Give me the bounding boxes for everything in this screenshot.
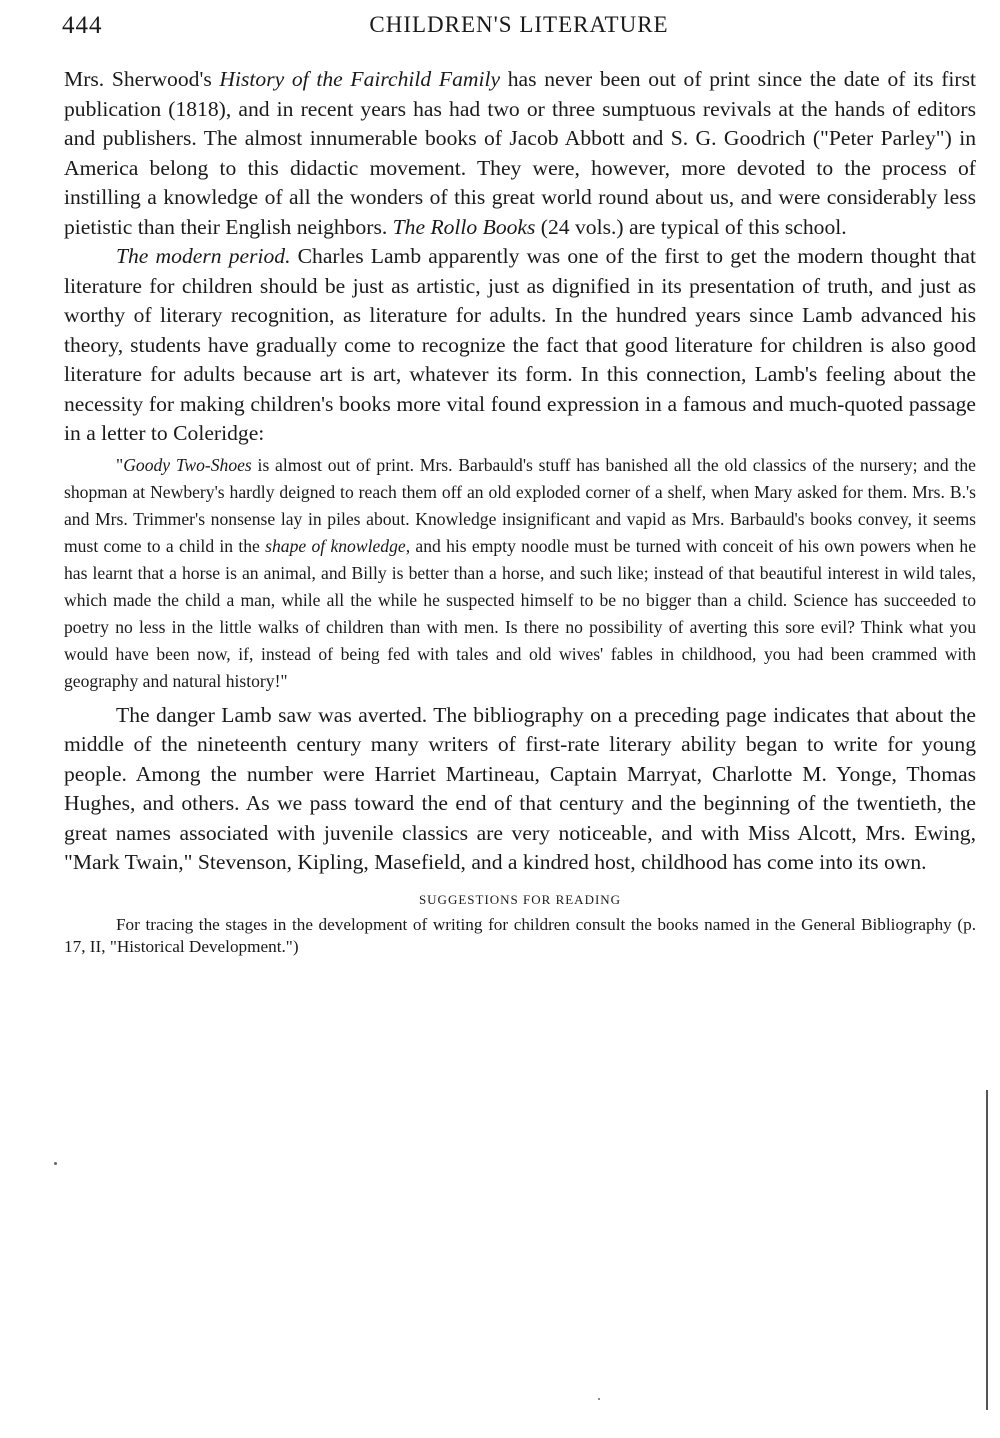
text-span: has never been out of print since the date of its first publication (1818), and in recent years has had two or three sumptuous revivals at the hands of editors and publishers. The almost innumerable books of Jacob Abbott and S. G. Goodrich ("Peter Parley") in America belong to this didactic movement. They were, however, more devoted to the process of instilling a knowledge of all the wonders of this great world round about us, and were considerably less pietistic than their English neighbors. <box>64 67 976 239</box>
block-quote-lamb-letter <box>64 452 976 695</box>
paragraph-modern-period <box>64 242 976 449</box>
page-number: 444 <box>62 12 103 39</box>
text-span: , and his empty noodle must be turned with conceit of his own powers when he has learnt that a horse is an animal, and Billy is better than a horse, and such like; instead of that beautiful interest in wild tales, which made the child a man, while all the while he suspected himself to be no bigger than a child. Science has succeeded to poetry no less in the little walks of children than with men. Is there no possibility of averting this sore evil? Think what you would have been now, if, instead of being fed with tales and old wives' fables in childhood, you had been crammed with geography and natural history!" <box>64 535 977 691</box>
book-title-rollo-books: The Rollo Books <box>392 214 536 239</box>
running-head: CHILDREN'S LITERATURE <box>369 12 669 37</box>
paragraph-sherwood <box>64 65 976 242</box>
scan-speck <box>54 1162 57 1165</box>
text-span: (24 vols.) are typical of this school. <box>535 214 847 239</box>
suggestions-heading: SUGGESTIONS FOR READING <box>418 891 622 907</box>
page-header <box>62 8 976 44</box>
scan-margin-line <box>986 1090 988 1410</box>
suggestions-text: For tracing the stages in the development of writing for children consult the books named in the General Bibliography (p. 17, II, "Historical Development.") <box>64 914 976 956</box>
text-span: Mrs. Sherwood's <box>64 67 220 91</box>
text-span: " <box>116 454 124 475</box>
scan-speck <box>598 1398 600 1400</box>
text-span: is almost out of print. Mrs. Barbauld's stuff has banished all the old classics of the nursery; and the shopman at Newbery's hardly deigned to reach them off an old exploded corner of a shelf, when Mary asked for them. Mrs. B.'s and Mrs. Trimmer's nonsense lay in piles about. Knowledge insignificant and vapid as Mrs. Barbauld's books convey, it seems must come to a child in the <box>64 454 976 556</box>
text-span: Charles Lamb apparently was one of the first to get the modern thought that literature for children should be just as artistic, just as dignified in its presentation of truth, and just as worthy of literary recognition, as literature for adults. In the hundred years since Lamb advanced his theory, students have gradually come to recognize the fact that good literature for children is also good literature for adults because art is art, whatever its form. In this connection, Lamb's feeling about the necessity for making children's books more vital found expression in a famous and much-quoted passage in a letter to Coleridge: <box>64 244 976 445</box>
book-title-goody-two-shoes: Goody Two-Shoes <box>123 454 252 475</box>
emphasis-shape-of-knowledge: shape of knowledge <box>265 535 406 556</box>
paragraph-danger-averted: The danger Lamb saw was averted. The bibliography on a preceding page indicates that about the middle of the nineteenth century many writers of first-rate literary ability began to write for young people. Among the number were Harriet Martineau, Captain Marryat, Charlotte M. Yonge, Thomas Hughes, and others. As we pass toward the end of that century and the beginning of the twentieth, the great names associated with juvenile classics are very noticeable, and with Miss Alcott, Mrs. Ewing, "Mark Twain," Stevenson, Kipling, Masefield, and a kindred host, childhood has come into its own. <box>64 702 976 874</box>
body-text <box>64 65 976 958</box>
section-lead-modern-period: The modern period. <box>116 244 291 268</box>
book-title-fairchild-family: History of the Fairchild Family <box>219 67 501 91</box>
